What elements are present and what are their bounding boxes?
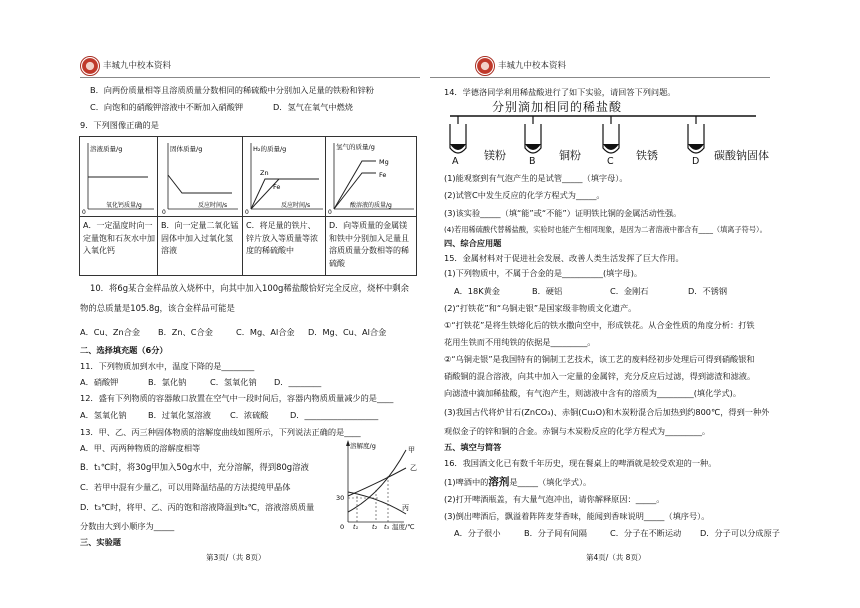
q10-stem-line2: 物的总质量是105.8g，该合金样品可能是 [80, 303, 235, 313]
curve-jia [348, 450, 406, 512]
q10-option-d: D．Mg、Cu、Al合金 [308, 327, 387, 337]
q14-banner: 分别滴加相同的稀盐酸 [492, 100, 623, 114]
q16-part1-solvent: 溶剂 [488, 476, 510, 488]
q14-part2: (2)试管C中发生反应的化学方程式为_____。 [444, 190, 605, 200]
q12-option-d: D．__________________ [290, 410, 379, 420]
q9-option-d: D．向等质量的金属镁和铁中分别加入足量且溶质质量分数相等的稀硫酸 [329, 221, 409, 268]
test-tube-c [603, 116, 619, 153]
section-2-heading: 二、选择填充题（6分） [80, 345, 168, 355]
solubility-t3: t₃ [384, 523, 390, 530]
q9-graph-b [158, 137, 242, 215]
tube-a-label: 镁粉 [484, 149, 506, 162]
q15-part2: (2)“打铁花”和“乌铜走银”是国家级非物质文化遗产。 [444, 303, 637, 313]
q15-part2b-line1: ②“乌铜走银”是我国特有的铜制工艺技术，该工艺的废料经初步处理后可得到硝酸银和 [444, 354, 755, 364]
tube-c-letter: C [607, 156, 614, 167]
test-tube-d [688, 116, 704, 153]
solubility-chart [330, 438, 420, 530]
q15-part2b-line2: 硝酸铜的混合溶液，向其中加入一定量的金属锌，充分反应后过滤，得到滤渣和滤液。 [444, 371, 756, 381]
q16-part3: (3)倒出啤酒后，飘溢着阵阵麦芽香味，能闻到香味说明_____（填序号）。 [444, 511, 710, 521]
solubility-ylabel: 溶解度/g [350, 442, 376, 450]
graph-b-line [168, 175, 232, 193]
school-logo-icon [80, 56, 100, 76]
graph-b-origin: 0 [162, 209, 166, 215]
graph-d-xlabel: 酸溶液的质量/g [350, 202, 392, 209]
q9-graph-d [326, 137, 416, 215]
graph-c-xlabel: 反应时间/s [281, 202, 311, 209]
q11-option-b: B．氯化钠 [148, 377, 187, 387]
graph-d-fe-label: Fe [379, 171, 387, 179]
q15-stem: 15．金属材料对于促进社会发展、改善人类生活发挥了巨大作用。 [444, 253, 684, 263]
q9-option-b: B．向一定量二氧化锰固体中加入过氧化氢溶液 [161, 221, 239, 255]
solubility-jia-label: 甲 [408, 446, 415, 454]
q9-graph-c [243, 137, 325, 215]
left-header-title: 丰城九中校本资料 [103, 61, 172, 71]
q13-option-c: C．若甲中混有少量乙，可以用降温结晶的方法提纯甲晶体 [80, 482, 291, 492]
q12-option-a: A．氢氧化钠 [80, 410, 127, 420]
graph-d-ylabel: 氢气的质量/g [336, 143, 375, 151]
graph-c-zn-label: Zn [260, 169, 269, 177]
q16-option-b: B．分子间有间隔 [524, 528, 587, 538]
q15-part2a-line2: 花用生铁而不用纯铁的依据是_________。 [444, 337, 596, 347]
q11-option-a: A．硝酸钾 [80, 377, 119, 387]
right-page-footer: 第4页/（共 8页） [586, 553, 646, 562]
test-tube-a [450, 116, 466, 153]
graph-c-fe-label: Fe [273, 183, 281, 191]
q13-option-b: B．t₁℃时，将30g甲加入50g水中，充分溶解，得到80g溶液 [80, 462, 309, 472]
solubility-y30: 30 [336, 494, 345, 502]
solubility-origin: 0 [340, 523, 345, 530]
q14-part1: (1)能观察到有气泡产生的是试管_____（填字母）。 [444, 173, 628, 183]
q13-stem: 13．甲、乙、丙三种固体物质的溶解度曲线如图所示，下列说法正确的是____ [80, 427, 361, 437]
right-header-rule [430, 77, 770, 78]
test-tube-b [525, 116, 541, 153]
q16-part1-prefix: (1)啤酒中的 [444, 477, 489, 487]
left-page-footer: 第3页/（共 8页） [206, 553, 266, 562]
q11-stem: 11．下列物质加到水中，温度下降的是________ [80, 361, 255, 371]
q12-stem: 12．盛有下列物质的容器敞口放置在空气中一段时间后，容器内物质质量减少的是____ [80, 393, 394, 403]
school-logo-icon [475, 56, 495, 76]
left-page [0, 0, 420, 608]
tube-d-label: 碳酸钠固体 [714, 149, 769, 162]
q14-part3: (3)该实验_____（填“能”或“不能”）证明铁比铜的金属活动性强。 [444, 208, 682, 218]
tube-a-letter: A [452, 156, 459, 167]
section-5-heading: 五、填空与简答 [444, 442, 502, 452]
q13-option-d-line2: 分数由大到小顺序为_____ [80, 521, 175, 531]
curve-bing [348, 492, 406, 514]
q8-option-c: C．向饱和的硝酸钾溶液中不断加入硝酸钾 [90, 102, 244, 112]
q15-part2a-line1: ①“打铁花”是将生铁熔化后的铁水撒向空中，形成铁花。从合金性质的角度分析：打铁 [444, 320, 755, 330]
q14-stem: 14．学德洛同学利用稀盐酸进行了如下实验，请回答下列问题。 [444, 87, 676, 97]
graph-b-xlabel: 反应时间/s [198, 202, 228, 209]
q16-stem: 16．我国酒文化已有数千年历史，现在餐桌上的啤酒就是较受欢迎的一种。 [444, 458, 717, 468]
solubility-t2: t₂ [372, 523, 378, 530]
q11-option-c: C．氢氧化钠 [210, 377, 257, 387]
q16-option-a: A．分子很小 [454, 528, 501, 538]
q9-graph-a [80, 137, 156, 215]
q15-part2b-line3: 向滤渣中滴加稀盐酸，有气泡产生，则滤液中含有的溶质为_________(填化学式)。 [444, 388, 742, 398]
graph-a-origin: 0 [82, 209, 86, 215]
graph-b-ylabel: 固体质量/g [170, 145, 203, 153]
q15-part3-line1: (3)我国古代将炉甘石(ZnCO₃)、赤铜(Cu₂O)和木炭粉混合后加热到约800℃，得到一种外 [444, 407, 770, 417]
graph-c-ylabel: H₂的质量/g [253, 145, 287, 153]
q15-option-b: B．硬铝 [532, 286, 563, 296]
q8-option-d: D．氢气在氧气中燃烧 [273, 102, 353, 112]
q15-part1: (1)下列物质中，不属于合金的是__________(填字母)。 [444, 268, 643, 278]
q12-option-c: C．浓硫酸 [230, 410, 269, 420]
q13-option-a: A．甲、丙两种物质的溶解度相等 [80, 443, 201, 453]
q10-option-c: C．Mg、Al合金 [236, 327, 295, 337]
q10-option-b: B．Zn、C合金 [158, 327, 213, 337]
q11-option-d: D．________ [274, 377, 322, 387]
solubility-xlabel: 温度/℃ [392, 523, 415, 530]
left-header-rule [80, 77, 420, 78]
q15-option-d: D．不锈钢 [688, 286, 728, 296]
q10-stem-line1: 10．将6g某合金样品放入烧杯中，向其中加入100g稀盐酸恰好完全反应，烧杯中剩余 [90, 283, 409, 293]
right-page [430, 0, 850, 608]
q10-option-a: A．Cu、Zn合金 [80, 327, 141, 337]
tube-b-label: 铜粉 [559, 149, 581, 162]
q16-option-d: D．分子可以分成原子 [700, 528, 780, 538]
graph-d-mg-label: Mg [379, 158, 389, 166]
tube-d-letter: D [692, 156, 700, 167]
q16-option-c: C．分子在不断运动 [610, 528, 682, 538]
q9-stem: 9．下列图像正确的是 [80, 120, 159, 130]
q8-option-b: B．向两份质量相等且溶质质量分数相同的稀硫酸中分别加入足量的铁粉和锌粉 [90, 85, 374, 95]
right-header-title: 丰城九中校本资料 [498, 61, 567, 71]
q16-part1-suffix: 是_____（填化学式）。 [509, 477, 592, 487]
section-3-heading: 三、实验题 [80, 537, 121, 547]
tube-b-letter: B [529, 156, 536, 167]
q16-part1 [444, 477, 591, 489]
q14-part4: (4)若用稀硫酸代替稀盐酸，实验时也能产生相同现象，是因为二者溶液中都含有____（填离子符号）。 [444, 225, 767, 234]
q15-option-a: A．18K黄金 [454, 286, 500, 296]
q12-option-b: B．过氧化氢溶液 [148, 410, 211, 420]
section-4-heading: 四、综合应用题 [444, 238, 502, 248]
graph-a-xlabel: 氧化钙质量/g [106, 202, 142, 209]
solubility-bing-label: 丙 [402, 504, 409, 512]
q9-table-divider [79, 216, 417, 217]
solubility-t1: t₁ [353, 523, 359, 530]
graph-a-ylabel: 溶液质量/g [90, 145, 123, 153]
tube-c-label: 铁锈 [636, 149, 658, 162]
q9-option-c: C．将足量的铁片、锌片放入等质量等浓度的稀硫酸中 [246, 221, 318, 255]
q15-option-c: C．金刚石 [610, 286, 649, 296]
q9-option-a: A．一定温度时向一定量饱和石灰水中加入氧化钙 [83, 221, 155, 255]
graph-d-origin: 0 [328, 209, 332, 215]
q13-option-d-line1: D．t₃℃时，将甲、乙、丙的饱和溶液降温到t₂℃，溶液溶质质量 [80, 502, 315, 512]
graph-c-origin: 0 [245, 209, 249, 215]
curve-yi [348, 468, 406, 496]
q16-part2: (2)打开啤酒瓶盖，有大量气泡冲出，请你解释原因：_____。 [444, 494, 665, 504]
solubility-yi-label: 乙 [410, 464, 417, 472]
q15-part3-line2: 观似金子的锌和铜的合金。赤铜与木炭粉反应的化学方程式为_________。 [444, 426, 711, 436]
